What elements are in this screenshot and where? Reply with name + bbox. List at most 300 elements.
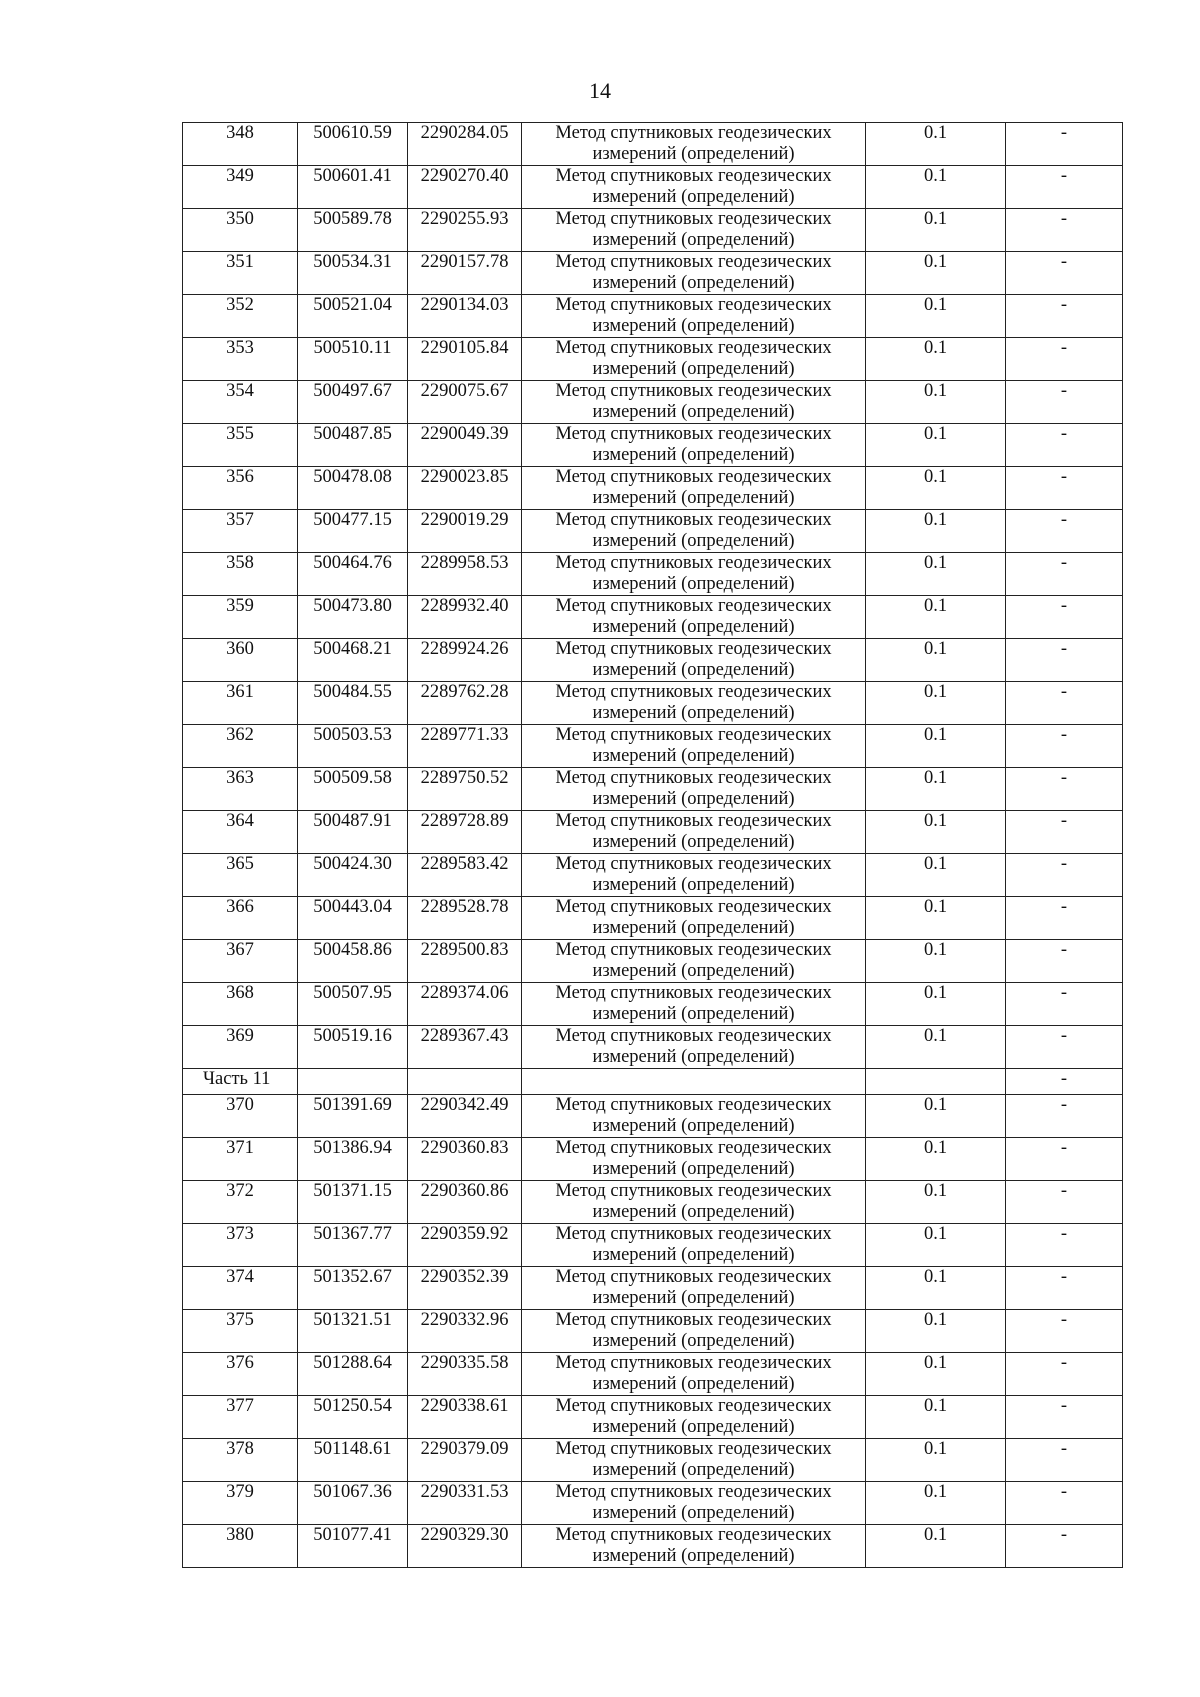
method-line-1: Метод спутниковых геодезических: [555, 1095, 832, 1115]
accuracy-cell: 0.1: [866, 983, 1006, 1026]
extra-cell: -: [1006, 1069, 1123, 1095]
x-coordinate-cell: 501367.77: [298, 1224, 408, 1267]
x-coordinate-cell: 500497.67: [298, 381, 408, 424]
point-number-cell: Часть 11: [183, 1069, 298, 1095]
extra-cell: -: [1006, 1310, 1123, 1353]
table-row: [183, 381, 1123, 424]
y-coordinate-cell: [408, 1069, 522, 1095]
table-row: [183, 639, 1123, 682]
y-coordinate-cell: 2290331.53: [408, 1482, 522, 1525]
point-number-cell: 350: [183, 209, 298, 252]
page-number: 14: [589, 78, 611, 103]
y-coordinate-cell: 2290255.93: [408, 209, 522, 252]
y-coordinate-cell: 2290338.61: [408, 1396, 522, 1439]
x-coordinate-cell: 500487.91: [298, 811, 408, 854]
method-line-2: измерений (определений): [592, 660, 795, 680]
table-row: [183, 682, 1123, 725]
extra-cell: -: [1006, 1224, 1123, 1267]
method-line-2: измерений (определений): [592, 1374, 795, 1394]
method-line-1: Метод спутниковых геодезических: [555, 1267, 832, 1287]
table-row: [183, 1181, 1123, 1224]
method-line-2: измерений (определений): [592, 230, 795, 250]
method-line-1: Метод спутниковых геодезических: [555, 1396, 832, 1416]
method-line-1: Метод спутниковых геодезических: [555, 897, 832, 917]
accuracy-cell: 0.1: [866, 768, 1006, 811]
point-number-cell: 372: [183, 1181, 298, 1224]
method-line-2: измерений (определений): [592, 1331, 795, 1351]
accuracy-cell: 0.1: [866, 1138, 1006, 1181]
y-coordinate-cell: 2290105.84: [408, 338, 522, 381]
method-line-2: измерений (определений): [592, 703, 795, 723]
extra-cell: -: [1006, 209, 1123, 252]
extra-cell: -: [1006, 166, 1123, 209]
point-number-cell: 348: [183, 123, 298, 166]
x-coordinate-cell: 500473.80: [298, 596, 408, 639]
point-number-cell: 358: [183, 553, 298, 596]
table-row: [183, 768, 1123, 811]
point-number-cell: 366: [183, 897, 298, 940]
accuracy-cell: 0.1: [866, 811, 1006, 854]
accuracy-cell: 0.1: [866, 725, 1006, 768]
method-line-2: измерений (определений): [592, 1503, 795, 1523]
method-line-1: Метод спутниковых геодезических: [555, 1181, 832, 1201]
x-coordinate-cell: 500424.30: [298, 854, 408, 897]
extra-cell: -: [1006, 252, 1123, 295]
accuracy-cell: 0.1: [866, 1439, 1006, 1482]
extra-cell: -: [1006, 1482, 1123, 1525]
x-coordinate-cell: 501371.15: [298, 1181, 408, 1224]
accuracy-cell: 0.1: [866, 338, 1006, 381]
method-cell: [522, 381, 866, 424]
accuracy-cell: 0.1: [866, 639, 1006, 682]
x-coordinate-cell: 500478.08: [298, 467, 408, 510]
y-coordinate-cell: 2289528.78: [408, 897, 522, 940]
method-line-1: Метод спутниковых геодезических: [555, 1138, 832, 1158]
table-row: [183, 123, 1123, 166]
x-coordinate-cell: 501386.94: [298, 1138, 408, 1181]
table-row: [183, 252, 1123, 295]
method-line-1: Метод спутниковых геодезических: [555, 596, 832, 616]
table-row: [183, 1439, 1123, 1482]
method-line-2: измерений (определений): [592, 1047, 795, 1067]
method-cell: [522, 510, 866, 553]
table-row: [183, 1224, 1123, 1267]
method-line-1: Метод спутниковых геодезических: [555, 209, 832, 229]
method-line-2: измерений (определений): [592, 1159, 795, 1179]
method-cell: [522, 1224, 866, 1267]
method-line-2: измерений (определений): [592, 359, 795, 379]
point-number-cell: 369: [183, 1026, 298, 1069]
method-cell: [522, 854, 866, 897]
point-number-cell: 359: [183, 596, 298, 639]
method-cell: [522, 1353, 866, 1396]
y-coordinate-cell: 2289932.40: [408, 596, 522, 639]
accuracy-cell: 0.1: [866, 1095, 1006, 1138]
accuracy-cell: 0.1: [866, 1396, 1006, 1439]
x-coordinate-cell: 500589.78: [298, 209, 408, 252]
table-row: [183, 295, 1123, 338]
point-number-cell: 379: [183, 1482, 298, 1525]
extra-cell: -: [1006, 1095, 1123, 1138]
method-line-2: измерений (определений): [592, 1202, 795, 1222]
method-cell: [522, 940, 866, 983]
y-coordinate-cell: 2289367.43: [408, 1026, 522, 1069]
y-coordinate-cell: 2289374.06: [408, 983, 522, 1026]
method-cell: [522, 1396, 866, 1439]
x-coordinate-cell: 500484.55: [298, 682, 408, 725]
method-line-2: измерений (определений): [592, 273, 795, 293]
method-line-1: Метод спутниковых геодезических: [555, 725, 832, 745]
extra-cell: -: [1006, 1439, 1123, 1482]
method-line-2: измерений (определений): [592, 789, 795, 809]
method-cell: [522, 682, 866, 725]
y-coordinate-cell: 2289924.26: [408, 639, 522, 682]
table-row: [183, 940, 1123, 983]
method-line-1: Метод спутниковых геодезических: [555, 1482, 832, 1502]
method-line-2: измерений (определений): [592, 617, 795, 637]
method-line-2: измерений (определений): [592, 488, 795, 508]
accuracy-cell: 0.1: [866, 295, 1006, 338]
method-line-2: измерений (определений): [592, 918, 795, 938]
extra-cell: -: [1006, 381, 1123, 424]
point-number-cell: 370: [183, 1095, 298, 1138]
method-line-2: измерений (определений): [592, 402, 795, 422]
y-coordinate-cell: 2290379.09: [408, 1439, 522, 1482]
table-row: [183, 1396, 1123, 1439]
method-line-1: Метод спутниковых геодезических: [555, 510, 832, 530]
method-line-2: измерений (определений): [592, 574, 795, 594]
x-coordinate-cell: 501321.51: [298, 1310, 408, 1353]
method-cell: [522, 295, 866, 338]
method-line-1: Метод спутниковых геодезических: [555, 381, 832, 401]
point-number-cell: 380: [183, 1525, 298, 1568]
extra-cell: -: [1006, 295, 1123, 338]
method-cell: [522, 1069, 866, 1095]
method-line-1: Метод спутниковых геодезических: [555, 1026, 832, 1046]
extra-cell: -: [1006, 897, 1123, 940]
y-coordinate-cell: 2290075.67: [408, 381, 522, 424]
y-coordinate-cell: 2290359.92: [408, 1224, 522, 1267]
extra-cell: -: [1006, 1396, 1123, 1439]
point-number-cell: 375: [183, 1310, 298, 1353]
method-cell: [522, 768, 866, 811]
method-line-2: измерений (определений): [592, 531, 795, 551]
extra-cell: -: [1006, 639, 1123, 682]
x-coordinate-cell: 500519.16: [298, 1026, 408, 1069]
point-number-cell: 357: [183, 510, 298, 553]
y-coordinate-cell: 2290329.30: [408, 1525, 522, 1568]
x-coordinate-cell: 501067.36: [298, 1482, 408, 1525]
table-row: [183, 209, 1123, 252]
extra-cell: -: [1006, 854, 1123, 897]
x-coordinate-cell: 500610.59: [298, 123, 408, 166]
extra-cell: -: [1006, 983, 1123, 1026]
table-row: [183, 1353, 1123, 1396]
point-number-cell: 377: [183, 1396, 298, 1439]
y-coordinate-cell: 2290284.05: [408, 123, 522, 166]
extra-cell: -: [1006, 510, 1123, 553]
extra-cell: -: [1006, 725, 1123, 768]
method-line-2: измерений (определений): [592, 832, 795, 852]
method-cell: [522, 1310, 866, 1353]
accuracy-cell: 0.1: [866, 596, 1006, 639]
y-coordinate-cell: 2289583.42: [408, 854, 522, 897]
method-cell: [522, 811, 866, 854]
x-coordinate-cell: 501288.64: [298, 1353, 408, 1396]
table-row: [183, 338, 1123, 381]
method-line-1: Метод спутниковых геодезических: [555, 1353, 832, 1373]
method-cell: [522, 252, 866, 295]
point-number-cell: 368: [183, 983, 298, 1026]
y-coordinate-cell: 2290049.39: [408, 424, 522, 467]
table-row: [183, 467, 1123, 510]
method-line-1: Метод спутниковых геодезических: [555, 123, 832, 143]
point-number-cell: 376: [183, 1353, 298, 1396]
method-line-1: Метод спутниковых геодезических: [555, 1439, 832, 1459]
method-line-2: измерений (определений): [592, 1417, 795, 1437]
method-line-1: Метод спутниковых геодезических: [555, 639, 832, 659]
accuracy-cell: 0.1: [866, 1353, 1006, 1396]
extra-cell: -: [1006, 940, 1123, 983]
method-line-2: измерений (определений): [592, 961, 795, 981]
method-line-1: Метод спутниковых геодезических: [555, 338, 832, 358]
method-line-1: Метод спутниковых геодезических: [555, 811, 832, 831]
accuracy-cell: 0.1: [866, 424, 1006, 467]
method-cell: [522, 1026, 866, 1069]
x-coordinate-cell: 500443.04: [298, 897, 408, 940]
extra-cell: -: [1006, 1353, 1123, 1396]
method-cell: [522, 1525, 866, 1568]
method-line-1: Метод спутниковых геодезических: [555, 252, 832, 272]
coordinates-table: [182, 122, 1123, 1568]
x-coordinate-cell: 501077.41: [298, 1525, 408, 1568]
table-row: [183, 1310, 1123, 1353]
y-coordinate-cell: 2289750.52: [408, 768, 522, 811]
table-row: [183, 1267, 1123, 1310]
method-line-2: измерений (определений): [592, 144, 795, 164]
y-coordinate-cell: 2290023.85: [408, 467, 522, 510]
table-row: [183, 510, 1123, 553]
y-coordinate-cell: 2289958.53: [408, 553, 522, 596]
point-number-cell: 362: [183, 725, 298, 768]
method-line-1: Метод спутниковых геодезических: [555, 983, 832, 1003]
y-coordinate-cell: 2290157.78: [408, 252, 522, 295]
point-number-cell: 351: [183, 252, 298, 295]
y-coordinate-cell: 2289771.33: [408, 725, 522, 768]
method-line-1: Метод спутниковых геодезических: [555, 553, 832, 573]
y-coordinate-cell: 2290332.96: [408, 1310, 522, 1353]
table-row: [183, 596, 1123, 639]
method-cell: [522, 467, 866, 510]
method-cell: [522, 1138, 866, 1181]
extra-cell: -: [1006, 811, 1123, 854]
x-coordinate-cell: 501391.69: [298, 1095, 408, 1138]
table-row: [183, 811, 1123, 854]
table-row: [183, 1525, 1123, 1568]
point-number-cell: 378: [183, 1439, 298, 1482]
extra-cell: -: [1006, 467, 1123, 510]
y-coordinate-cell: 2289762.28: [408, 682, 522, 725]
x-coordinate-cell: 501250.54: [298, 1396, 408, 1439]
x-coordinate-cell: 501352.67: [298, 1267, 408, 1310]
method-cell: [522, 209, 866, 252]
x-coordinate-cell: 500534.31: [298, 252, 408, 295]
point-number-cell: 356: [183, 467, 298, 510]
y-coordinate-cell: 2289500.83: [408, 940, 522, 983]
method-cell: [522, 983, 866, 1026]
method-cell: [522, 1439, 866, 1482]
y-coordinate-cell: 2290270.40: [408, 166, 522, 209]
x-coordinate-cell: 500458.86: [298, 940, 408, 983]
accuracy-cell: 0.1: [866, 467, 1006, 510]
table-row: [183, 983, 1123, 1026]
method-line-2: измерений (определений): [592, 1004, 795, 1024]
accuracy-cell: 0.1: [866, 1482, 1006, 1525]
x-coordinate-cell: 500509.58: [298, 768, 408, 811]
x-coordinate-cell: 500510.11: [298, 338, 408, 381]
point-number-cell: 363: [183, 768, 298, 811]
point-number-cell: 352: [183, 295, 298, 338]
method-line-2: измерений (определений): [592, 1546, 795, 1566]
accuracy-cell: 0.1: [866, 166, 1006, 209]
accuracy-cell: 0.1: [866, 682, 1006, 725]
accuracy-cell: 0.1: [866, 381, 1006, 424]
y-coordinate-cell: 2289728.89: [408, 811, 522, 854]
accuracy-cell: [866, 1069, 1006, 1095]
x-coordinate-cell: 500487.85: [298, 424, 408, 467]
method-line-2: измерений (определений): [592, 187, 795, 207]
method-line-1: Метод спутниковых геодезических: [555, 854, 832, 874]
method-cell: [522, 639, 866, 682]
point-number-cell: 360: [183, 639, 298, 682]
table-row: [183, 424, 1123, 467]
method-cell: [522, 897, 866, 940]
x-coordinate-cell: 500503.53: [298, 725, 408, 768]
extra-cell: -: [1006, 1138, 1123, 1181]
method-cell: [522, 166, 866, 209]
method-line-1: Метод спутниковых геодезических: [555, 1310, 832, 1330]
accuracy-cell: 0.1: [866, 1267, 1006, 1310]
method-line-1: Метод спутниковых геодезических: [555, 295, 832, 315]
table-row: [183, 854, 1123, 897]
y-coordinate-cell: 2290134.03: [408, 295, 522, 338]
method-line-2: измерений (определений): [592, 316, 795, 336]
method-line-1: Метод спутниковых геодезических: [555, 1224, 832, 1244]
method-line-2: измерений (определений): [592, 1460, 795, 1480]
extra-cell: -: [1006, 1181, 1123, 1224]
accuracy-cell: 0.1: [866, 940, 1006, 983]
point-number-cell: 374: [183, 1267, 298, 1310]
point-number-cell: 367: [183, 940, 298, 983]
method-cell: [522, 424, 866, 467]
method-line-2: измерений (определений): [592, 746, 795, 766]
accuracy-cell: 0.1: [866, 897, 1006, 940]
method-cell: [522, 123, 866, 166]
y-coordinate-cell: 2290360.83: [408, 1138, 522, 1181]
extra-cell: -: [1006, 553, 1123, 596]
extra-cell: -: [1006, 424, 1123, 467]
point-number-cell: 354: [183, 381, 298, 424]
table-row: [183, 553, 1123, 596]
method-line-2: измерений (определений): [592, 875, 795, 895]
method-cell: [522, 1482, 866, 1525]
method-cell: [522, 725, 866, 768]
accuracy-cell: 0.1: [866, 1310, 1006, 1353]
table-row: [183, 166, 1123, 209]
method-cell: [522, 1181, 866, 1224]
extra-cell: -: [1006, 596, 1123, 639]
method-line-1: Метод спутниковых геодезических: [555, 940, 832, 960]
extra-cell: -: [1006, 768, 1123, 811]
method-line-2: измерений (определений): [592, 1116, 795, 1136]
y-coordinate-cell: 2290019.29: [408, 510, 522, 553]
accuracy-cell: 0.1: [866, 1026, 1006, 1069]
table-row: [183, 725, 1123, 768]
method-cell: [522, 553, 866, 596]
y-coordinate-cell: 2290335.58: [408, 1353, 522, 1396]
y-coordinate-cell: 2290352.39: [408, 1267, 522, 1310]
point-number-cell: 373: [183, 1224, 298, 1267]
table-row: [183, 1138, 1123, 1181]
method-line-2: измерений (определений): [592, 445, 795, 465]
method-line-1: Метод спутниковых геодезических: [555, 1525, 832, 1545]
accuracy-cell: 0.1: [866, 123, 1006, 166]
x-coordinate-cell: 500507.95: [298, 983, 408, 1026]
method-cell: [522, 338, 866, 381]
x-coordinate-cell: 500601.41: [298, 166, 408, 209]
method-line-1: Метод спутниковых геодезических: [555, 166, 832, 186]
accuracy-cell: 0.1: [866, 854, 1006, 897]
point-number-cell: 364: [183, 811, 298, 854]
x-coordinate-cell: 501148.61: [298, 1439, 408, 1482]
point-number-cell: 361: [183, 682, 298, 725]
coordinates-table-body: [183, 123, 1123, 1568]
x-coordinate-cell: 500521.04: [298, 295, 408, 338]
method-line-1: Метод спутниковых геодезических: [555, 768, 832, 788]
method-line-2: измерений (определений): [592, 1288, 795, 1308]
method-line-1: Метод спутниковых геодезических: [555, 467, 832, 487]
table-row: [183, 1482, 1123, 1525]
x-coordinate-cell: 500477.15: [298, 510, 408, 553]
accuracy-cell: 0.1: [866, 252, 1006, 295]
method-cell: [522, 1095, 866, 1138]
table-row: [183, 1095, 1123, 1138]
extra-cell: -: [1006, 123, 1123, 166]
accuracy-cell: 0.1: [866, 1525, 1006, 1568]
x-coordinate-cell: 500464.76: [298, 553, 408, 596]
method-line-2: измерений (определений): [592, 1245, 795, 1265]
table-row: [183, 1026, 1123, 1069]
extra-cell: -: [1006, 1267, 1123, 1310]
extra-cell: -: [1006, 682, 1123, 725]
point-number-cell: 353: [183, 338, 298, 381]
extra-cell: -: [1006, 1525, 1123, 1568]
section-row: [183, 1069, 1123, 1095]
point-number-cell: 371: [183, 1138, 298, 1181]
method-cell: [522, 1267, 866, 1310]
point-number-cell: 355: [183, 424, 298, 467]
extra-cell: -: [1006, 1026, 1123, 1069]
x-coordinate-cell: 500468.21: [298, 639, 408, 682]
y-coordinate-cell: 2290342.49: [408, 1095, 522, 1138]
accuracy-cell: 0.1: [866, 209, 1006, 252]
accuracy-cell: 0.1: [866, 1224, 1006, 1267]
table-row: [183, 897, 1123, 940]
accuracy-cell: 0.1: [866, 510, 1006, 553]
accuracy-cell: 0.1: [866, 553, 1006, 596]
extra-cell: -: [1006, 338, 1123, 381]
point-number-cell: 365: [183, 854, 298, 897]
